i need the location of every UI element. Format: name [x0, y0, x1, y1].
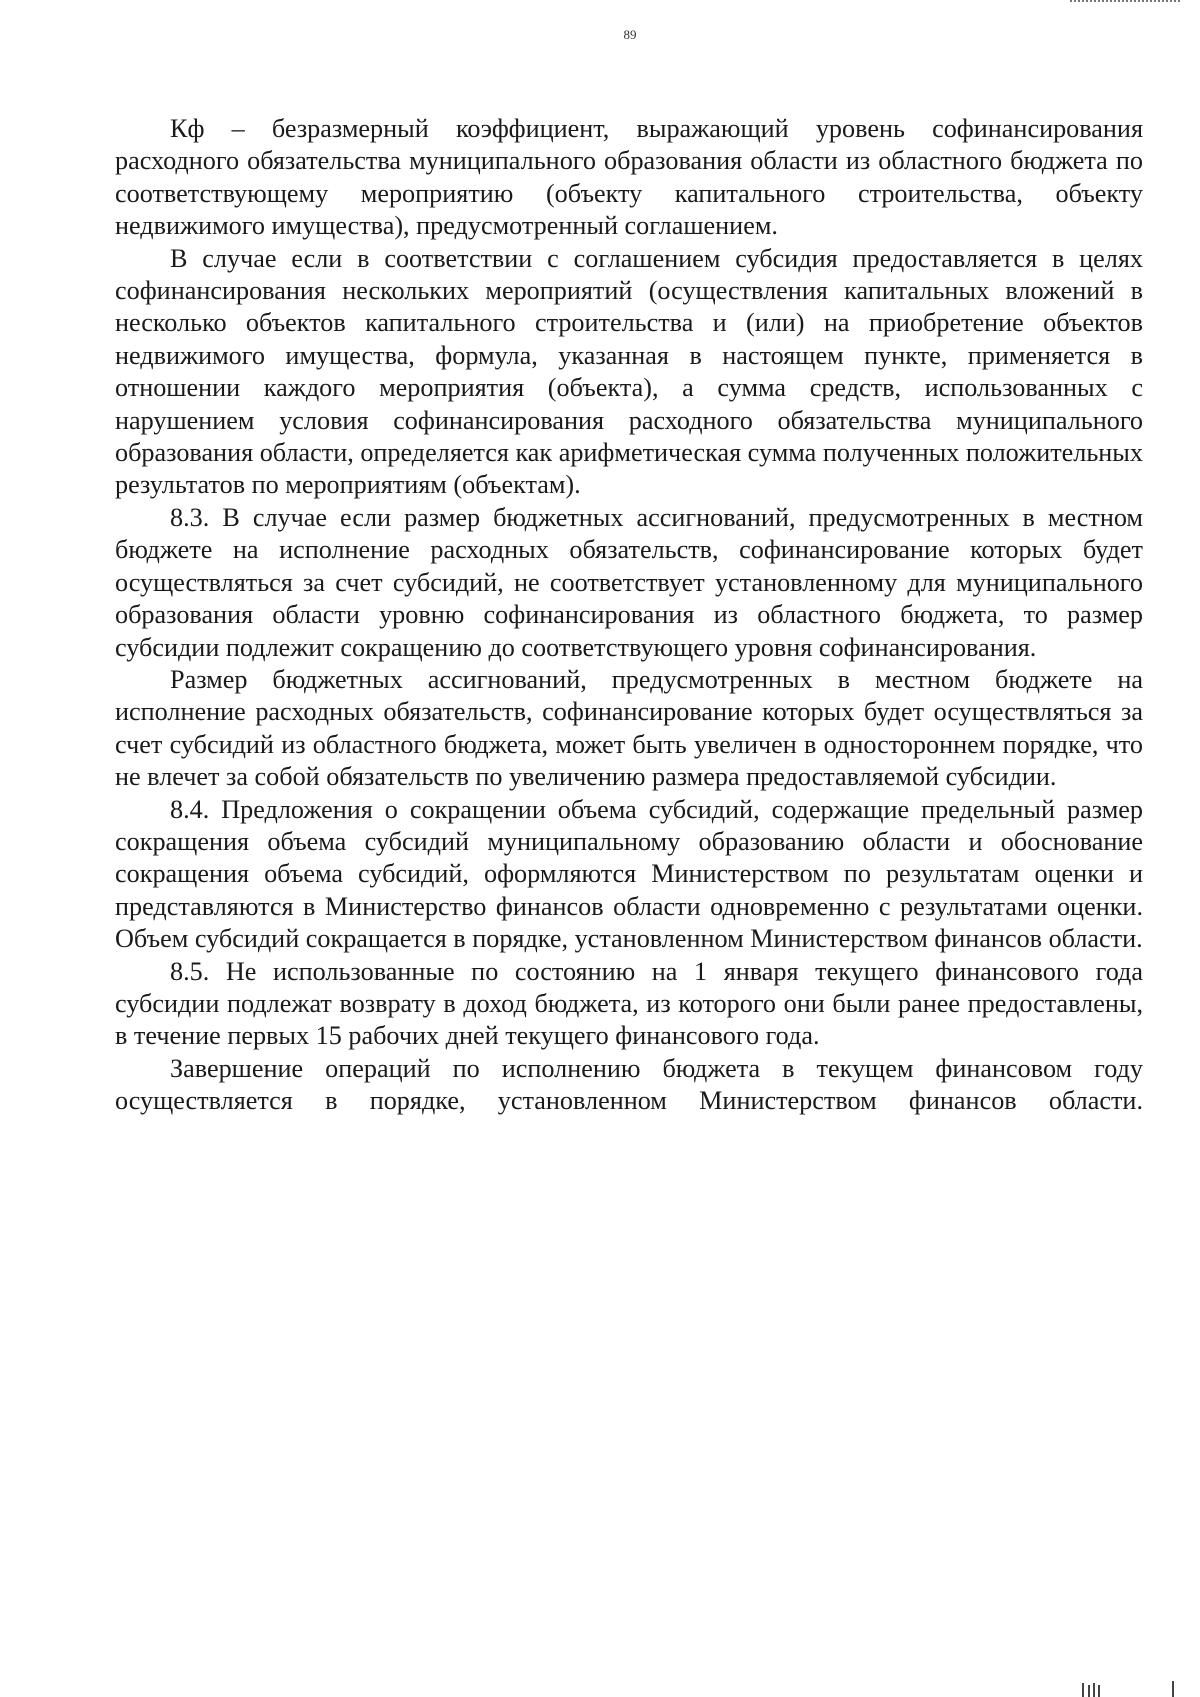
scan-artifact-bottom — [1093, 1683, 1095, 1697]
paragraph-8-3: 8.3. В случае если размер бюджетных ассигнований, предусмотренных в местном бюджете на исполнение расходных обязательств, софинансирование которых будет осуществляться за счет субсидий, не соответствует установленному для муниципального образования области уровню софинансирования из областного бюджета, то размер субсидии подлежит сокращению до соответствующего уровня софинансирования. — [115, 502, 1143, 662]
paragraph-8-4: 8.4. Предложения о сокращении объема субсидий, содержащие предельный размер сокращения объема субсидий муниципальному образованию области и обоснование сокращения объема субсидий, оформляются Министерством по результатам оценки и представляются в Министерство финансов области одновременно с результатами оценки. Объем субсидий сокращается в порядке, установленном Министерством финансов области. — [115, 794, 1143, 954]
paragraph-8-5: 8.5. Не использованные по состоянию на 1 января текущего финансового года субсидии подлежат возврату в доход бюджета, из которого они были ранее предоставлены, в течение первых 15 рабочих дней текущего финансового года. — [115, 956, 1143, 1051]
document-body — [115, 113, 1143, 1118]
page-number: 89 — [623, 27, 637, 42]
scan-artifact-bottom — [1098, 1685, 1100, 1697]
scan-artifact-bottom — [1082, 1683, 1084, 1697]
scan-artifact-top — [1070, 0, 1180, 4]
paragraph-multiple-measures: В случае если в соответствии с соглашением субсидия предоставляется в целях софинансирования нескольких мероприятий (осуществления капитальных вложений в несколько объектов капитального строительства и (или) на приобретение объектов недвижимого имущества, формула, указанная в настоящем пункте, применяется в отношении каждого мероприятия (объекта), а сумма средств, использованных с нарушением условия софинансирования расходного обязательства муниципального образования области, определяется как арифметическая сумма полученных положительных результатов по мероприятиям (объектам). — [115, 243, 1143, 500]
paragraph-kf-definition: Кф – безразмерный коэффициент, выражающий уровень софинансирования расходного обязательства муниципального образования области из областного бюджета по соответствующему мероприятию (объекту капитального строительства, объекту недвижимого имущества), предусмотренный соглашением. — [115, 114, 1143, 241]
paragraph-completion: Завершение операций по исполнению бюджета в текущем финансовом году осуществляется в порядке, установленном Министерством финансов области. — [115, 1053, 1143, 1116]
scan-artifact-bottom — [1088, 1685, 1090, 1697]
paragraph-budget-increase: Размер бюджетных ассигнований, предусмотренных в местном бюджете на исполнение расходных обязательств, софинансирование которых будет осуществляться за счет субсидий из областного бюджета, может быть увеличен в одностороннем порядке, что не влечет за собой обязательств по увеличению размера предоставляемой субсидии. — [115, 664, 1143, 792]
scan-artifact-bottom — [1172, 1681, 1174, 1697]
